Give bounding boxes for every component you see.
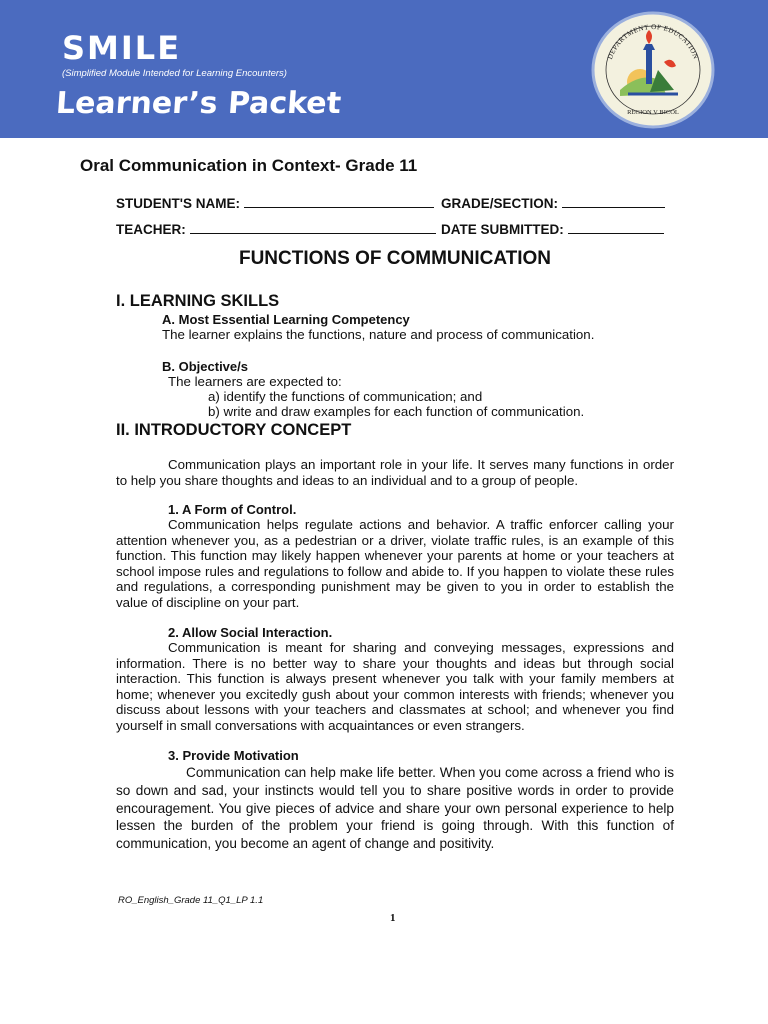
section2-heading: II. INTRODUCTORY CONCEPT — [116, 421, 352, 439]
student-name-label: STUDENT'S NAME: — [116, 196, 240, 211]
main-title: FUNCTIONS OF COMMUNICATION — [238, 248, 552, 269]
function-3-title: 3. Provide Motivation — [168, 748, 299, 763]
footer-code: RO_English_Grade 11_Q1_LP 1.1 — [118, 895, 264, 906]
teacher-field — [116, 221, 436, 238]
objective-item: b) write and draw examples for each function of communication. — [208, 404, 585, 419]
function-2-text: Communication is meant for sharing and conveying messages, expressions and information. There is no better way to share your thoughts and ideas but through social interaction. This function is always present whenever you talk with your family members at home; whenever you excitedly gush about your common interests with friends; whenever you discuss about lessons with your teachers and classmates at school; and whenever you find yourself in small conversations with acquaintances or even strangers. — [116, 640, 674, 733]
competency-text: The learner explains the functions, nature and process of communication. — [162, 327, 595, 342]
objectives-intro: The learners are expected to: — [168, 374, 342, 389]
intro-text: Communication plays an important role in your life. It serves many functions in order to help you share thoughts and ideas to an individual and to a group of people. — [116, 457, 674, 488]
deped-seal-logo — [588, 10, 718, 130]
section1-heading: I. LEARNING SKILLS — [116, 292, 280, 310]
grade-section-label: GRADE/SECTION: — [441, 196, 559, 211]
teacher-label: TEACHER: — [116, 222, 186, 237]
function-3-text: Communication can help make life better. When you come across a friend who is so down and sad, your instincts would tell you to share positive words in order to provide encouragement. You give pieces of advice and share your own personal experience to help lessen the burden of the problem your friend is going through. With this function of communication, you become an agent of change and positivity. — [116, 765, 674, 852]
function-3-paragraph — [116, 764, 674, 853]
function-2-title: 2. Allow Social Interaction. — [168, 625, 333, 640]
function-1-text: Communication helps regulate actions and behavior. A traffic enforcer calling your attention whenever you, as a pedestrian or a driver, violate traffic rules, is an example of this function. This function may likely happen whenever your parents at home or your teachers at school impose rules and regulations to follow and abide to. If you happen to violate these rules and regulations, a corresponding punishment may be given to you in order to establish the value of discipline on your part. — [116, 517, 674, 610]
teacher-blank — [190, 221, 436, 234]
date-submitted-blank — [568, 221, 664, 234]
objectives-heading: B. Objective/s — [162, 359, 248, 374]
student-name-field — [116, 195, 434, 212]
intro-paragraph — [116, 457, 674, 488]
date-submitted-field — [441, 221, 664, 238]
function-1-title: 1. A Form of Control. — [168, 502, 297, 517]
objective-item: a) identify the functions of communication; and — [208, 389, 483, 404]
grade-section-field — [441, 195, 665, 212]
page-number: 1 — [390, 912, 396, 924]
seal-top-text: DEPARTMENT OF EDUCATION — [606, 22, 700, 61]
brand-subtitle: (Simplified Module Intended for Learning Encounters) — [62, 68, 287, 79]
seal-bottom-text: REGION V BICOL — [627, 109, 679, 116]
competency-heading: A. Most Essential Learning Competency — [162, 312, 410, 327]
subject-title: Oral Communication in Context- Grade 11 — [80, 156, 418, 175]
date-submitted-label: DATE SUBMITTED: — [441, 222, 564, 237]
function-2-paragraph — [116, 640, 674, 733]
student-name-blank — [244, 195, 434, 208]
brand-title: SMILE — [62, 29, 182, 67]
grade-section-blank — [562, 195, 665, 208]
function-1-paragraph — [116, 517, 674, 610]
packet-title: Learner’s Packet — [54, 86, 343, 121]
header-banner — [0, 0, 768, 138]
